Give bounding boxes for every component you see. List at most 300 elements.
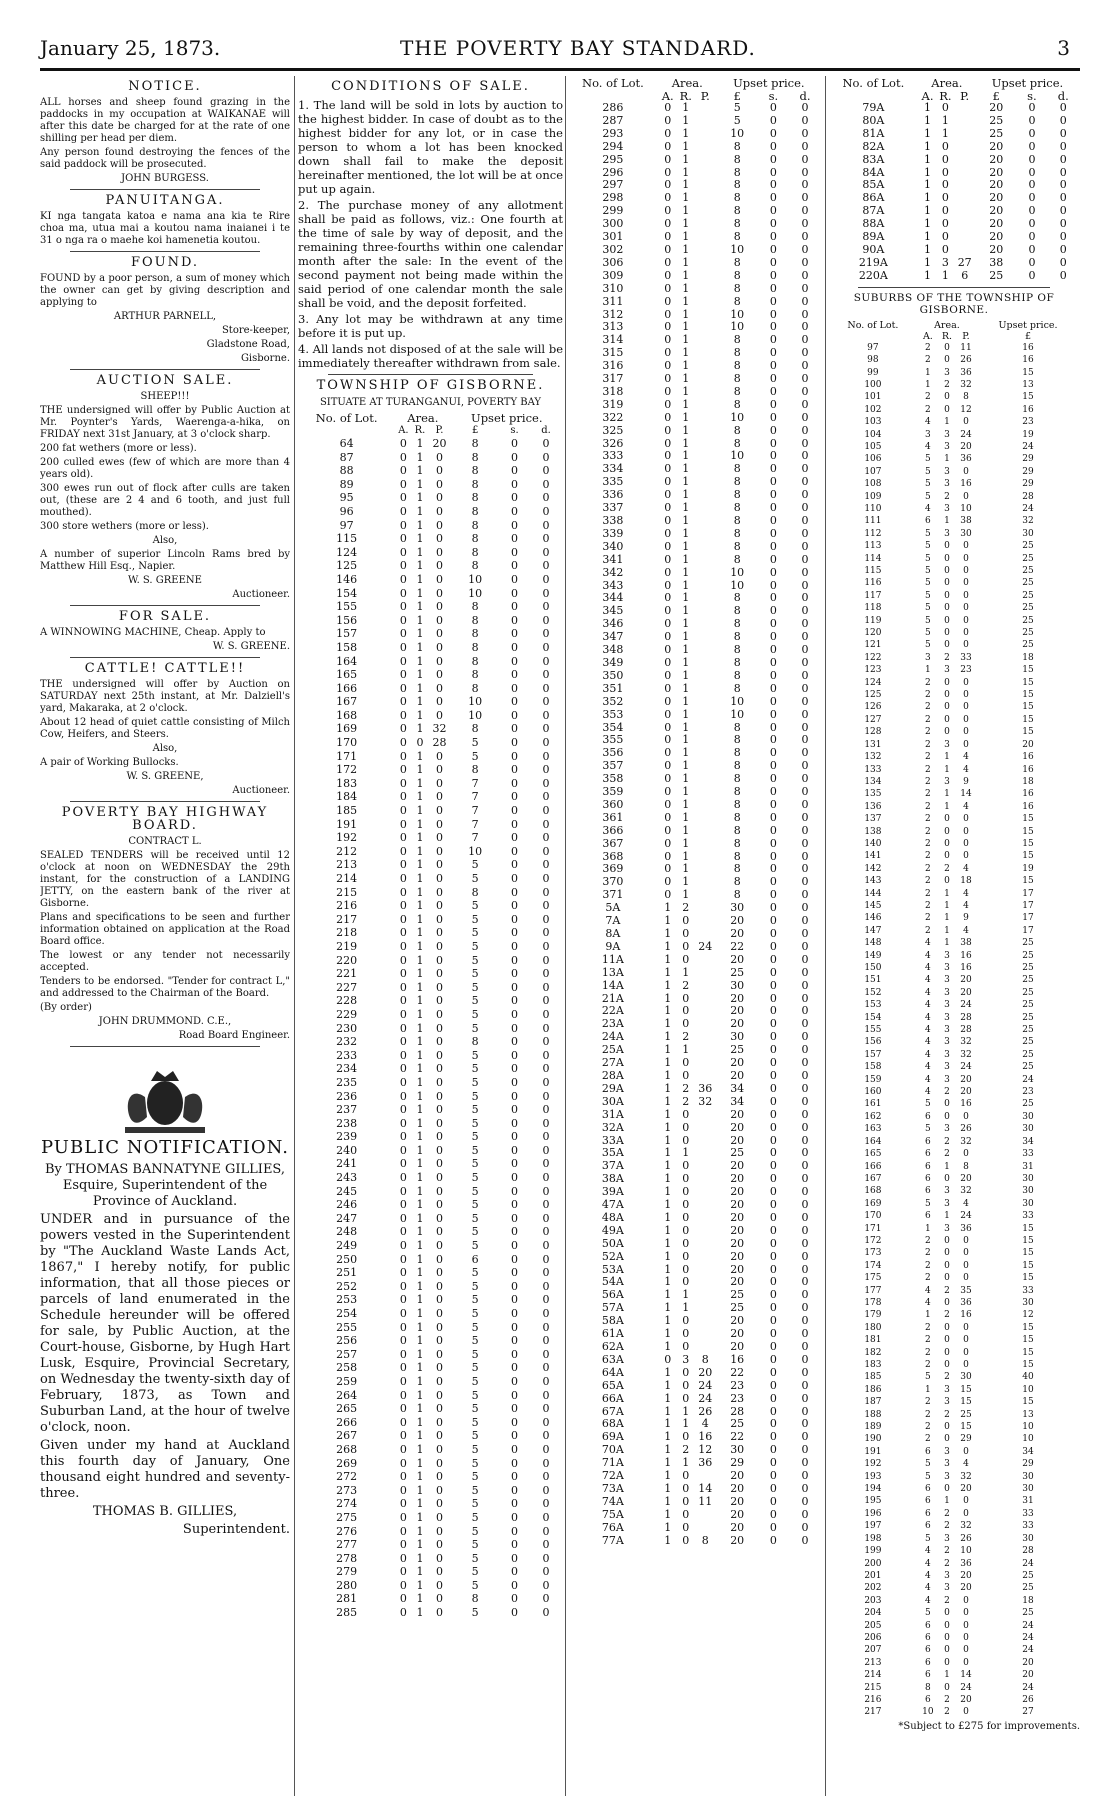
table-cell: 220 xyxy=(336,953,358,967)
table-cell: 0 xyxy=(682,1275,690,1289)
table-cell: 0 xyxy=(1059,255,1067,269)
table-cell: 192 xyxy=(336,831,358,845)
table-cell: 0 xyxy=(435,749,443,763)
table-cell: 0 xyxy=(664,346,672,360)
table-cell: 2 xyxy=(925,1235,931,1246)
table-row xyxy=(567,1496,822,1509)
table-cell: 135 xyxy=(864,789,882,800)
table-cell: 2 xyxy=(925,690,931,701)
table-cell: 0 xyxy=(435,1470,443,1484)
table-cell: 1 xyxy=(682,862,690,876)
table-cell: 0 xyxy=(510,668,518,682)
table-cell xyxy=(695,980,716,993)
table-cell: 217 xyxy=(336,912,358,926)
table-cell: 38 xyxy=(960,938,972,949)
table-cell: 12 xyxy=(698,1443,713,1457)
table-cell: 5 xyxy=(925,1533,931,1544)
table-cell: 0 xyxy=(435,885,443,899)
table-cell: 214 xyxy=(864,1670,882,1681)
table-cell: 5 xyxy=(471,1334,479,1348)
table-cell: 0 xyxy=(944,1682,950,1693)
table-cell: 0 xyxy=(769,1210,777,1224)
table-cell: 3 xyxy=(944,1471,950,1482)
table-cell: 0 xyxy=(801,1094,809,1108)
table-cell: 106 xyxy=(864,454,882,465)
table-cell: 0 xyxy=(682,1056,690,1070)
table-cell: 0 xyxy=(542,708,550,722)
table-cell: 0 xyxy=(435,1361,443,1375)
table-cell: 15 xyxy=(1022,690,1034,701)
table-cell: 1 xyxy=(682,501,690,515)
table-cell: 39A xyxy=(601,1185,624,1199)
table-cell: 1 xyxy=(664,1262,672,1276)
table-cell: 0 xyxy=(963,1347,969,1358)
table-cell: 0 xyxy=(769,526,777,540)
table-cell: 0 xyxy=(510,450,518,464)
table-cell: 0 xyxy=(510,885,518,899)
table-cell: 25 xyxy=(730,1417,745,1431)
table-cell: 98 xyxy=(867,355,879,366)
table-cell: 0 xyxy=(664,552,672,566)
table-cell: 196 xyxy=(864,1508,882,1519)
table-cell: 3 xyxy=(944,479,950,490)
table-cell: 110 xyxy=(864,503,882,514)
table-cell: 0 xyxy=(435,586,443,600)
panuitanga-title: PANUITANGA. xyxy=(105,193,225,208)
table-cell xyxy=(695,489,716,502)
table-cell: 5 xyxy=(471,1307,479,1320)
table-cell: 2 xyxy=(925,739,931,750)
table-cell: 173 xyxy=(864,1248,882,1259)
table-row xyxy=(828,1322,1080,1334)
table-row xyxy=(298,1144,563,1158)
table-cell: 86A xyxy=(862,191,885,205)
table-cell: 0 xyxy=(399,1116,407,1130)
table-cell: 0 xyxy=(1059,113,1067,127)
table-cell: 0 xyxy=(510,1497,518,1511)
table-cell: 0 xyxy=(435,559,443,573)
table-cell: 1 xyxy=(925,1223,931,1234)
table-cell: 155 xyxy=(864,1025,882,1036)
table-cell: 0 xyxy=(399,1293,407,1307)
table-cell: 0 xyxy=(510,518,518,532)
issue-date: January 25, 1873. xyxy=(40,36,221,60)
table-cell: 0 xyxy=(801,797,809,811)
table-row xyxy=(298,1592,563,1606)
table-row xyxy=(298,886,563,900)
table-row xyxy=(298,1457,563,1471)
table-cell xyxy=(695,218,716,231)
table-cell: 0 xyxy=(542,1402,550,1416)
table-cell: 0 xyxy=(944,1111,950,1122)
found-line: Store-keeper, xyxy=(221,325,290,336)
table-cell: 0 xyxy=(399,1198,407,1212)
table-cell: 0 xyxy=(542,1252,550,1266)
table-row xyxy=(298,1293,563,1307)
table-cell: 5 xyxy=(471,1429,479,1443)
table-cell: 0 xyxy=(542,586,550,600)
table-cell: 5 xyxy=(471,858,479,872)
table-row xyxy=(828,1409,1080,1421)
table-cell: 25 xyxy=(730,965,745,979)
table-cell: 0 xyxy=(510,477,518,491)
table-cell: 0 xyxy=(510,654,518,668)
table-cell: 63A xyxy=(601,1352,624,1366)
table-cell: 1 xyxy=(416,681,424,695)
table-cell: 100 xyxy=(864,379,882,390)
public-role: Superintendent. xyxy=(182,1522,290,1537)
table-cell: 0 xyxy=(769,578,777,592)
table-cell: 0 xyxy=(664,772,672,786)
table-cell: 118 xyxy=(864,603,882,614)
table-cell: 74A xyxy=(601,1494,624,1508)
table-cell: 15 xyxy=(1022,814,1034,825)
table-cell: 0 xyxy=(399,532,407,546)
table-cell: 0 xyxy=(801,449,809,463)
table-cell: 0 xyxy=(801,733,809,747)
table-cell: 0 xyxy=(510,532,518,546)
table-row xyxy=(828,1558,1080,1570)
table-cell: 200 xyxy=(864,1558,882,1569)
table-cell: 0 xyxy=(944,851,950,862)
table-cell: 0 xyxy=(664,810,672,824)
table-cell: 2 xyxy=(925,1248,931,1259)
table-row xyxy=(828,429,1080,441)
table-cell: 0 xyxy=(399,613,407,627)
table-row xyxy=(567,941,822,954)
table-cell: 0 xyxy=(801,552,809,566)
table-cell: 0 xyxy=(944,342,950,353)
table-cell: 170 xyxy=(336,736,358,750)
table-cell: 1 xyxy=(416,545,424,559)
table-cell: 0 xyxy=(435,1021,443,1035)
table-cell: 0 xyxy=(801,126,809,140)
table-cell: 2 xyxy=(925,913,931,924)
table-cell: 10 xyxy=(468,695,483,709)
table-cell: 182 xyxy=(864,1347,882,1358)
table-cell: 0 xyxy=(510,600,518,614)
table-cell: 174 xyxy=(864,1260,882,1271)
table-cell: 1 xyxy=(664,1507,672,1521)
table-cell: 5 xyxy=(471,1075,479,1089)
table-cell: 0 xyxy=(1028,126,1036,140)
table-cell: 166 xyxy=(336,681,358,695)
table-cell: 0 xyxy=(399,1374,407,1388)
table-cell: 0 xyxy=(801,1533,809,1547)
table-cell xyxy=(695,102,716,115)
table-cell: 8 xyxy=(733,333,741,347)
table-cell: 2 xyxy=(682,1443,690,1457)
table-cell: 0 xyxy=(801,1223,809,1237)
table-cell: 4 xyxy=(963,1198,969,1209)
table-cell: 0 xyxy=(435,1130,443,1144)
table-cell: 0 xyxy=(801,759,809,773)
table-cell: 2 xyxy=(925,838,931,849)
table-cell: 21A xyxy=(601,991,624,1005)
table-cell: 14 xyxy=(960,789,972,800)
table-cell: 1 xyxy=(682,1301,690,1315)
table-cell: 0 xyxy=(399,1510,407,1524)
table-row xyxy=(828,441,1080,453)
table-cell: 0 xyxy=(542,1198,550,1212)
table-cell: 0 xyxy=(542,1538,550,1552)
table-cell: 0 xyxy=(399,817,407,831)
table-row xyxy=(567,1535,822,1548)
table-row xyxy=(298,1552,563,1566)
table-cell: 0 xyxy=(542,967,550,981)
table-row xyxy=(298,1076,563,1090)
table-row xyxy=(298,1484,563,1498)
table-row xyxy=(298,858,563,872)
table-row xyxy=(298,1511,563,1525)
table-cell: 8 xyxy=(471,545,479,559)
table-cell: 358 xyxy=(602,772,624,786)
table-cell: 0 xyxy=(801,268,809,282)
table-cell: 0 xyxy=(399,1578,407,1592)
table-cell: 5 xyxy=(471,1456,479,1470)
table-row xyxy=(828,1545,1080,1557)
table-cell: 22A xyxy=(601,1004,624,1018)
table-cell: 114 xyxy=(864,553,882,564)
table-row xyxy=(567,1122,822,1135)
table-row xyxy=(567,244,822,257)
table-cell: 2 xyxy=(925,814,931,825)
table-row xyxy=(828,270,1080,283)
table-cell: 16 xyxy=(1022,764,1034,775)
table-cell: 1 xyxy=(682,410,690,424)
table-cell: 25 xyxy=(1022,578,1034,589)
table-cell: 0 xyxy=(682,939,690,953)
table-cell: 1 xyxy=(682,539,690,553)
table-row xyxy=(828,115,1080,128)
table-cell: 20 xyxy=(730,1017,745,1031)
table-cell: 20 xyxy=(960,1570,972,1581)
table-row xyxy=(828,1620,1080,1632)
table-cell: 0 xyxy=(682,1494,690,1508)
table-cell: 0 xyxy=(542,1035,550,1049)
table-cell: 0 xyxy=(435,1497,443,1511)
table-cell: 1 xyxy=(664,1081,672,1095)
table-cell: 300 xyxy=(602,217,624,231)
table-cell: 1 xyxy=(944,1211,950,1222)
table-cell: 81A xyxy=(862,126,885,140)
table-cell: 0 xyxy=(944,404,950,415)
table-cell: 0 xyxy=(944,615,950,626)
table-cell xyxy=(695,141,716,154)
table-cell: 15 xyxy=(1022,1335,1034,1346)
table-cell: 23 xyxy=(1022,417,1034,428)
divider xyxy=(70,801,260,802)
table-cell: 152 xyxy=(864,987,882,998)
table-cell: 0 xyxy=(435,1157,443,1171)
table-cell: 0 xyxy=(769,1030,777,1044)
table-cell: 64A xyxy=(601,1365,624,1379)
table-cell: 5 xyxy=(471,736,479,750)
table-cell xyxy=(695,283,716,296)
table-cell xyxy=(695,244,716,257)
table-cell: 0 xyxy=(435,967,443,981)
table-cell xyxy=(954,205,975,218)
table-cell: 0 xyxy=(769,1198,777,1212)
table-row xyxy=(828,1247,1080,1259)
table-cell xyxy=(695,1044,716,1057)
table-cell: 0 xyxy=(944,553,950,564)
table-cell: 0 xyxy=(542,1497,550,1511)
table-cell: 5 xyxy=(471,1347,479,1361)
table-cell: 8 xyxy=(471,722,479,736)
table-cell: 0 xyxy=(542,695,550,709)
table-cell xyxy=(695,567,716,580)
table-cell: 85A xyxy=(862,178,885,192)
table-cell: 0 xyxy=(801,1030,809,1044)
table-cell: 0 xyxy=(399,1456,407,1470)
table-cell xyxy=(695,373,716,386)
table-cell: 25 xyxy=(1022,1025,1034,1036)
table-cell: 8 xyxy=(733,281,741,295)
table-cell: 0 xyxy=(944,1248,950,1259)
table-cell xyxy=(695,515,716,528)
table-cell xyxy=(695,386,716,399)
table-cell: 108 xyxy=(864,479,882,490)
table-cell: 0 xyxy=(542,1171,550,1185)
table-cell: 1 xyxy=(664,1301,672,1315)
table-cell: 0 xyxy=(769,1314,777,1328)
table-cell: 3 xyxy=(925,429,931,440)
table-cell: 20 xyxy=(730,1314,745,1328)
table-cell: 168 xyxy=(864,1186,882,1197)
table-cell: 0 xyxy=(542,681,550,695)
unit-label: P. xyxy=(960,89,970,103)
table-cell: 0 xyxy=(510,1035,518,1049)
table-cell: 20 xyxy=(960,1484,972,1495)
table-cell: 20 xyxy=(698,1365,713,1379)
table-cell: 0 xyxy=(1059,101,1067,114)
table-cell: 32 xyxy=(960,1471,972,1482)
table-cell: 6 xyxy=(925,1670,931,1681)
table-cell: 36 xyxy=(960,367,972,378)
table-cell: 15 xyxy=(1022,826,1034,837)
table-cell: 3 xyxy=(944,528,950,539)
table-cell: 4 xyxy=(925,1025,931,1036)
table-row xyxy=(828,714,1080,726)
table-cell: 122 xyxy=(864,652,882,663)
table-cell: 20 xyxy=(730,1223,745,1237)
table-cell: 25 xyxy=(730,1043,745,1057)
table-cell: 0 xyxy=(801,1404,809,1418)
table-cell: 338 xyxy=(602,514,624,527)
table-cell: 1 xyxy=(682,888,690,902)
table-row xyxy=(828,1309,1080,1321)
table-cell xyxy=(695,334,716,347)
table-cell: 7A xyxy=(605,914,621,928)
table-cell: 0 xyxy=(801,320,809,334)
table-cell: 1 xyxy=(682,101,690,114)
table-row xyxy=(298,845,563,859)
table-cell: 0 xyxy=(510,817,518,831)
table-cell: 0 xyxy=(435,504,443,518)
col-header: Area. xyxy=(931,76,963,90)
table-cell: 0 xyxy=(769,1365,777,1379)
table-cell: 0 xyxy=(801,1430,809,1444)
table-cell: 0 xyxy=(399,1388,407,1402)
table-cell: 16 xyxy=(1022,355,1034,366)
table-cell: 0 xyxy=(542,1225,550,1239)
table-cell: 240 xyxy=(336,1143,358,1157)
table-cell: 1 xyxy=(416,1402,424,1416)
table-cell: 0 xyxy=(399,695,407,709)
table-cell: 0 xyxy=(963,851,969,862)
table-row xyxy=(298,818,563,832)
table-cell: 0 xyxy=(435,1035,443,1049)
table-cell: 8 xyxy=(471,450,479,464)
auction-also: Also, xyxy=(152,535,178,546)
table-cell: 215 xyxy=(336,885,358,899)
table-row xyxy=(567,154,822,167)
table-row xyxy=(567,1393,822,1406)
table-cell: 0 xyxy=(769,1223,777,1237)
table-row xyxy=(828,1533,1080,1545)
table-cell: 82A xyxy=(862,139,885,153)
table-cell xyxy=(695,618,716,631)
highway-body-2: Plans and specifications to be seen and further information obtained on application at the Road Board office. xyxy=(40,912,290,947)
table-cell: 5 xyxy=(471,1089,479,1103)
table-row xyxy=(828,726,1080,738)
table-cell: 1 xyxy=(682,707,690,721)
table-cell: 0 xyxy=(399,1089,407,1103)
table-cell: 1 xyxy=(416,1075,424,1089)
table-cell: 0 xyxy=(435,763,443,777)
table-cell: 0 xyxy=(435,844,443,858)
table-cell: 1 xyxy=(944,888,950,899)
table-cell: 0 xyxy=(664,462,672,476)
table-cell: 10 xyxy=(730,410,745,424)
table-cell: 1 xyxy=(416,1130,424,1144)
table-cell: 0 xyxy=(769,1288,777,1302)
table-cell xyxy=(695,1264,716,1277)
table-cell: 0 xyxy=(399,1279,407,1293)
table-cell: 219A xyxy=(858,255,888,269)
table-cell: 3 xyxy=(944,1186,950,1197)
table-cell: 20 xyxy=(989,204,1004,218)
table-cell: 0 xyxy=(801,230,809,244)
table-cell: 6 xyxy=(925,1496,931,1507)
table-cell: 1 xyxy=(682,1404,690,1418)
forsale-title: FOR SALE. xyxy=(118,609,212,624)
table-row xyxy=(828,1148,1080,1160)
table-cell: 8 xyxy=(733,397,741,411)
table-row xyxy=(828,1371,1080,1383)
table-cell: 2 xyxy=(944,1546,950,1557)
table-cell: 5 xyxy=(471,1538,479,1552)
table-cell: 0 xyxy=(664,152,672,166)
table-cell: 0 xyxy=(769,823,777,837)
table-cell: 0 xyxy=(769,655,777,669)
table-cell: 3 xyxy=(944,776,950,787)
table-cell: 25 xyxy=(1022,1000,1034,1011)
table-cell xyxy=(695,463,716,476)
table-row xyxy=(298,1103,563,1117)
table-cell: 0 xyxy=(435,1252,443,1266)
table-cell xyxy=(954,244,975,257)
table-cell: 1 xyxy=(416,613,424,627)
table-cell: 0 xyxy=(769,372,777,386)
table-cell: 32 xyxy=(960,1186,972,1197)
table-cell: 30 xyxy=(1022,1484,1034,1495)
table-cell xyxy=(695,450,716,463)
table-cell: 0 xyxy=(399,681,407,695)
table-cell: 0 xyxy=(399,1225,407,1239)
advertisements-column xyxy=(40,76,290,1796)
